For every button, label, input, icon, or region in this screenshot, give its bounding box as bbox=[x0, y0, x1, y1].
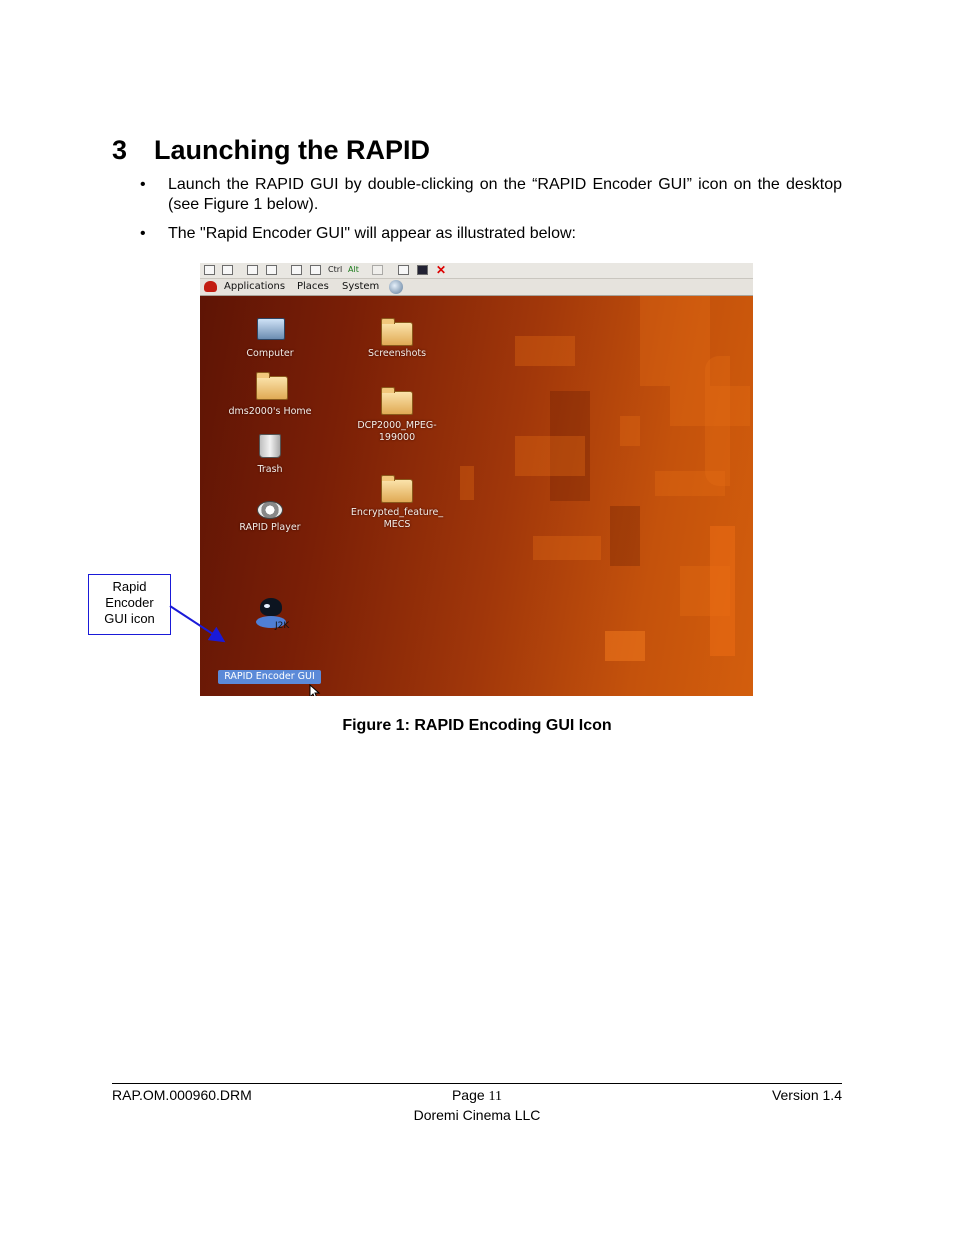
toolbar-button-icon[interactable] bbox=[310, 265, 321, 275]
rapid-player-label[interactable]: RAPID Player bbox=[239, 522, 301, 533]
menu-applications[interactable]: Applications bbox=[224, 281, 286, 292]
trash-label[interactable]: Trash bbox=[257, 464, 283, 475]
footer-company: Doremi Cinema LLC bbox=[413, 1107, 541, 1123]
folder-icon[interactable] bbox=[381, 479, 413, 503]
alt-key-button[interactable]: Alt bbox=[348, 265, 359, 274]
toolbar bbox=[200, 263, 753, 279]
wallpaper-shape bbox=[640, 296, 710, 386]
desktop-screenshot bbox=[200, 263, 753, 696]
wallpaper-shape bbox=[620, 416, 640, 446]
network-icon[interactable] bbox=[389, 280, 403, 294]
menu-places[interactable]: Places bbox=[297, 281, 329, 292]
bullet-marker: • bbox=[140, 176, 146, 193]
footer-page-number: 11 bbox=[488, 1089, 503, 1104]
section-number: 3 bbox=[112, 135, 128, 165]
toolbar-button-icon[interactable] bbox=[291, 265, 302, 275]
wallpaper-shape bbox=[515, 336, 575, 366]
toolbar-button-icon[interactable] bbox=[398, 265, 409, 275]
copy-icon[interactable] bbox=[372, 265, 383, 275]
j2k-badge: J2K bbox=[275, 621, 290, 631]
bullet-text: The "Rapid Encoder GUI" will appear as illustrated below: bbox=[168, 225, 576, 242]
home-label[interactable]: dms2000's Home bbox=[228, 406, 312, 417]
dcp-folder-label-line1[interactable]: DCP2000_MPEG- bbox=[357, 420, 437, 431]
bullet-marker: • bbox=[140, 225, 146, 242]
toolbar-button-icon[interactable] bbox=[247, 265, 258, 275]
footer-page-label: Page bbox=[451, 1087, 485, 1103]
bullet-item bbox=[140, 175, 842, 215]
refresh-icon[interactable] bbox=[266, 265, 277, 275]
bullet-text: Launch the RAPID GUI by double-clicking on the “RAPID Encoder GUI” icon on the desktop (see Figure 1 below). bbox=[168, 176, 842, 213]
section-title: Launching the RAPID bbox=[154, 135, 430, 165]
trash-icon[interactable] bbox=[259, 434, 281, 458]
callout-line: GUI icon bbox=[104, 611, 155, 626]
callout-line: Rapid bbox=[112, 579, 147, 594]
screenshots-label[interactable]: Screenshots bbox=[367, 348, 427, 359]
callout-line: Encoder bbox=[105, 595, 154, 610]
home-folder-icon[interactable] bbox=[256, 376, 288, 400]
footer-doc-id: RAP.OM.000960.DRM bbox=[112, 1087, 252, 1103]
encrypted-folder-label-line2[interactable]: MECS bbox=[383, 519, 411, 530]
wallpaper-shape bbox=[460, 466, 474, 500]
mouse-cursor-icon bbox=[309, 684, 321, 696]
dcp-folder-label-line2[interactable]: 199000 bbox=[378, 432, 416, 443]
computer-label[interactable]: Computer bbox=[246, 348, 294, 359]
redhat-logo-icon bbox=[204, 281, 217, 292]
wallpaper-shape bbox=[710, 526, 735, 656]
footer-divider bbox=[112, 1083, 842, 1084]
wallpaper-shape bbox=[515, 436, 585, 476]
film-reel-icon[interactable] bbox=[257, 501, 283, 519]
panel-menubar bbox=[200, 279, 753, 296]
menu-system[interactable]: System bbox=[342, 281, 380, 292]
computer-icon[interactable] bbox=[257, 318, 285, 340]
callout-box bbox=[88, 574, 171, 635]
toolbar-button-icon[interactable] bbox=[204, 265, 215, 275]
toolbar-button-icon[interactable] bbox=[222, 265, 233, 275]
ctrl-key-button[interactable]: Ctrl bbox=[328, 265, 343, 274]
wallpaper-shape bbox=[705, 356, 730, 486]
encrypted-folder-label-line1[interactable]: Encrypted_feature_ bbox=[350, 507, 444, 518]
wallpaper-shape bbox=[605, 631, 645, 661]
folder-icon[interactable] bbox=[381, 391, 413, 415]
wallpaper-shape bbox=[610, 506, 640, 566]
rapid-encoder-gui-label[interactable]: RAPID Encoder GUI bbox=[218, 670, 321, 684]
save-icon[interactable] bbox=[417, 265, 428, 275]
wallpaper-shape bbox=[533, 536, 601, 560]
folder-icon[interactable] bbox=[381, 322, 413, 346]
section-heading bbox=[112, 133, 430, 167]
figure-caption: Figure 1: RAPID Encoding GUI Icon bbox=[342, 717, 612, 734]
desktop-area bbox=[200, 296, 753, 696]
bullet-list bbox=[140, 175, 842, 253]
footer-version: Version 1.4 bbox=[771, 1087, 842, 1103]
bullet-item bbox=[140, 224, 842, 244]
close-icon[interactable]: ✕ bbox=[436, 263, 447, 277]
